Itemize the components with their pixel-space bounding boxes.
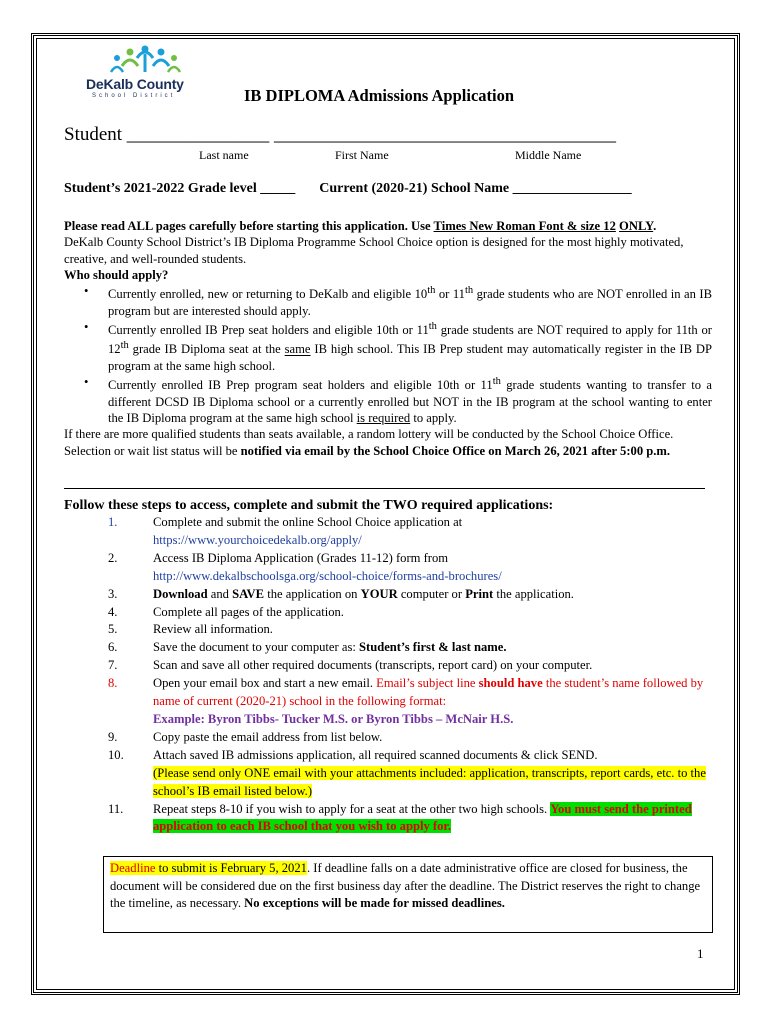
grade-level-field: Student’s 2021-2022 Grade level _____: [64, 181, 296, 196]
list-item: • Currently enrolled IB Prep program seat holders and eligible 10th or 11th grade students wanting to transfer to a different DCSD IB Diploma school or a currently enrolled but NOT in the IB program at the school wanting to enter the IB Diploma program at the same high school is required to apply.: [64, 374, 712, 426]
page-number: 1: [697, 946, 704, 961]
eligibility-list: [64, 283, 712, 426]
instructions-paragraph: Please read ALL pages carefully before starting this application. Use Times New Roman Font & size 12 ONLY.: [64, 219, 657, 233]
step-8: 8. Open your email box and start a new email. Email’s subject line should have the student’s name followed by name of current (2020-21) school in the following format: Example: Byron Tibbs- Tucker M.S. or Byron Tibbs – McNair H.S.: [108, 676, 704, 726]
district-logo: [84, 44, 210, 100]
middle-name-label: Middle Name: [515, 148, 582, 162]
step-5: 5. Review all information.: [108, 622, 273, 637]
step-9: 9. Copy paste the email address from list below.: [108, 729, 383, 744]
list-item: • Currently enrolled IB Prep seat holders and eligible 10th or 11th grade students are NOT required to apply for 11th or 12th grade IB Diploma seat at the same IB high school. This IB Prep student may automatically register in the IB DP program at the same high school.: [64, 319, 712, 374]
last-name-label: Last name: [199, 148, 249, 162]
logo-name: DeKalb County: [86, 76, 184, 92]
program-description: DeKalb County School District’s IB Diploma Programme School Choice option is designed for the most highly motivated, creative, and well-rounded students.: [64, 235, 684, 266]
step-3: 3. Download and SAVE the application on YOUR computer or Print the application.: [108, 586, 574, 601]
section-divider: [64, 488, 705, 489]
intro-section: [64, 218, 712, 459]
lottery-paragraph: If there are more qualified students than seats available, a random lottery will be conducted by the School Choice Office. Selection or wait list status will be notified via email by the School Choice Office on March 26, 2021 after 5:00 p.m.: [64, 427, 674, 458]
steps-heading: Follow these steps to access, complete and submit the TWO required applications:: [64, 498, 554, 513]
forms-brochures-link[interactable]: http://www.dekalbschoolsga.org/school-choice/forms-and-brochures/: [153, 568, 502, 583]
current-school-field: Current (2020-21) School Name _________________: [319, 181, 632, 196]
list-item: • Currently enrolled, new or returning to DeKalb and eligible 10th or 11th grade students who are NOT enrolled in an IB program but are interested should apply.: [64, 283, 712, 319]
steps-list: [64, 514, 714, 836]
student-name-line: Student _______________ ____________________________________: [64, 124, 617, 145]
step-4: 4. Complete all pages of the application.: [108, 604, 344, 619]
printed-application-warning: You must send the printed application to each IB school that you wish to apply for.: [153, 801, 692, 834]
first-name-label: First Name: [335, 148, 389, 162]
subject-line-example: Example: Byron Tibbs- Tucker M.S. or Byron Tibbs – McNair H.S.: [153, 711, 514, 726]
step-2: 2. Access IB Diploma Application (Grades 11-12) form from http://www.dekalbschoolsga.org/school-choice/forms-and-brochures/: [108, 550, 502, 583]
grade-school-line: [64, 181, 632, 197]
step-11: 11. Repeat steps 8-10 if you wish to apply for a seat at the other two high schools. You must send the printed application to each IB school that you wish to apply for.: [108, 801, 692, 834]
page-title: IB DIPLOMA Admissions Application: [244, 86, 515, 105]
logo-subtitle: School District: [92, 93, 176, 99]
step-10: 10. Attach saved IB admissions application, all required scanned documents & click SEND. (Please send only ONE email with your attachments included: application, transcripts, report cards, etc. to the school’s IB email listed below.): [108, 747, 706, 798]
step-1: 1. Complete and submit the online School Choice application at https://www.yourchoicedekalb.org/apply/: [108, 515, 463, 547]
step-7: 7. Scan and save all other required documents (transcripts, report card) on your computer.: [108, 658, 593, 673]
step-6: 6. Save the document to your computer as: Student’s first & last name.: [108, 640, 507, 655]
logo-figures-icon: [84, 44, 210, 78]
one-email-note: (Please send only ONE email with your attachments included: application, transcripts, report cards, etc. to the school’s IB email listed below.): [153, 765, 706, 798]
who-should-apply-heading: Who should apply?: [64, 267, 169, 282]
school-choice-link[interactable]: https://www.yourchoicedekalb.org/apply/: [153, 532, 362, 547]
deadline-box: Deadline to submit is February 5, 2021. If deadline falls on a date administrative office are closed for business, the document will be considered due on the first business day after the deadline. The District reserves the right to change the timeline, as necessary. No exceptions will be made for missed deadlines.: [103, 856, 713, 933]
